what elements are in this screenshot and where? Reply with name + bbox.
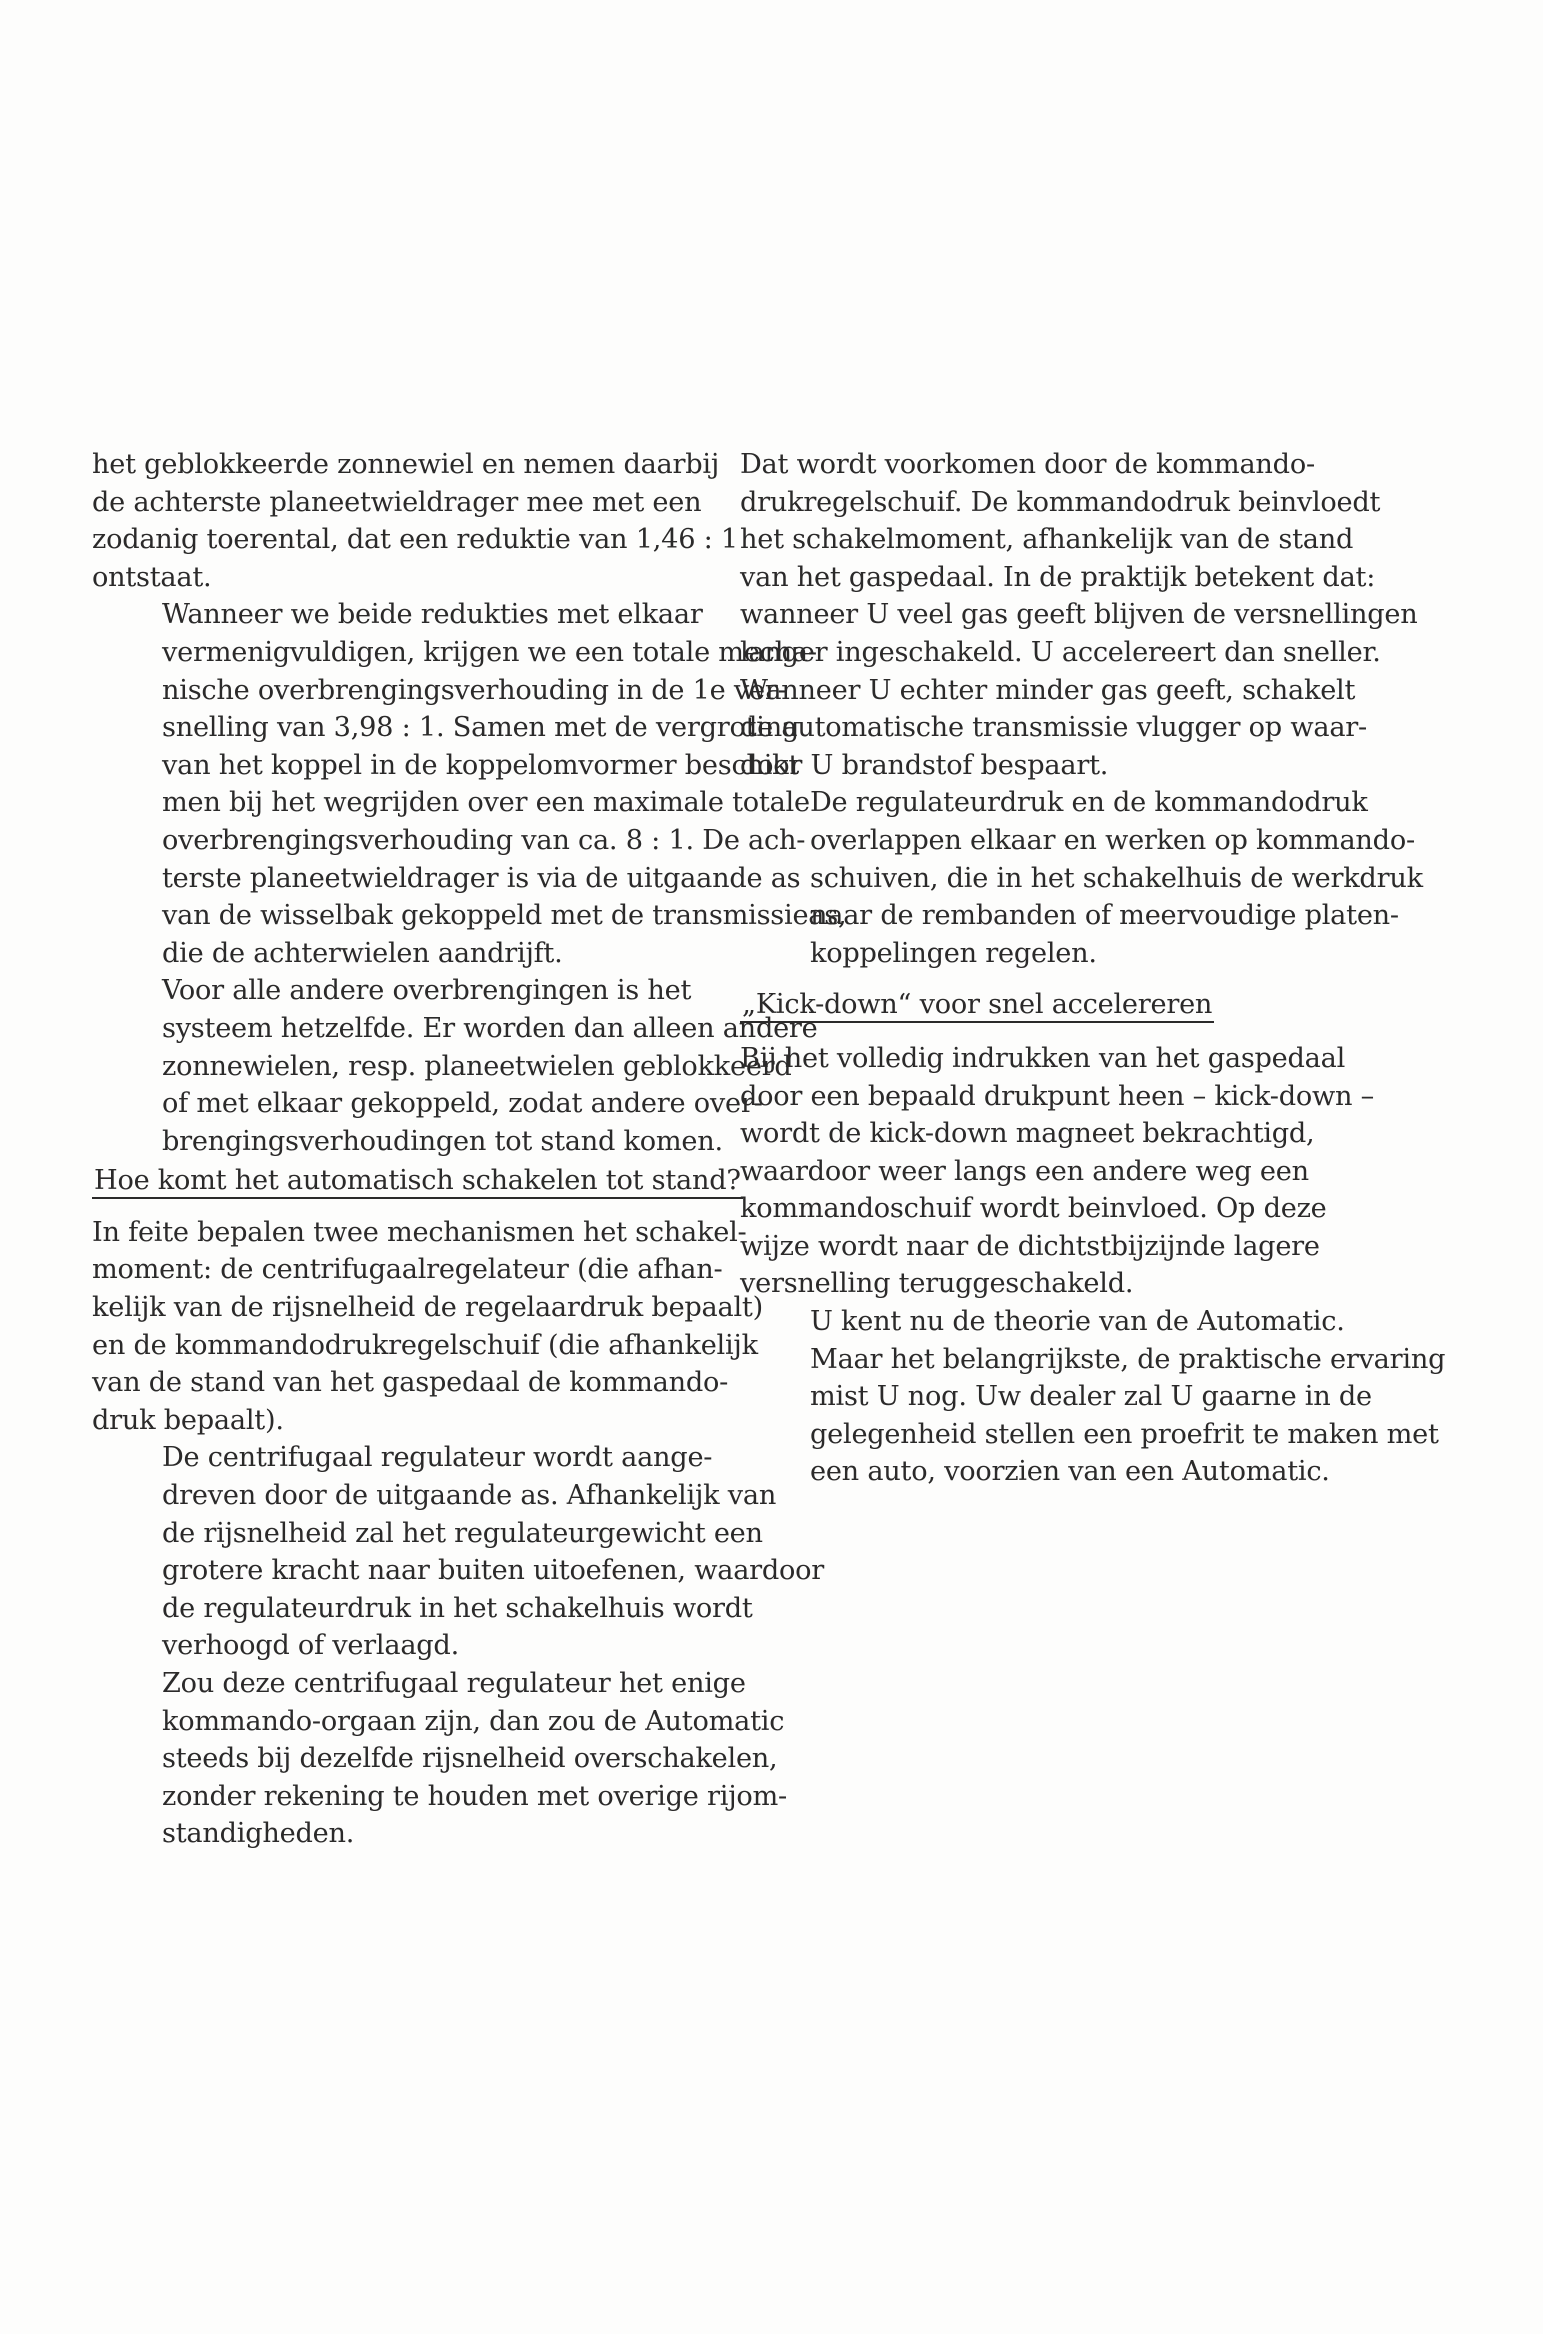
- text-line: grotere kracht naar buiten uitoefenen, waardoor: [162, 1555, 825, 1587]
- section-heading: [740, 986, 1396, 1024]
- text-line: drukregelschuif. De kommandodruk beinvloedt: [740, 486, 1381, 518]
- text-line: Dat wordt voorkomen door de kommando-: [740, 449, 1315, 480]
- text-line: Maar het belangrijkste, de praktische ervaring: [810, 1343, 1446, 1375]
- text-line: zodanig toerental, dat een reduktie van 1,46 : 1: [92, 524, 738, 556]
- paragraph: [92, 1665, 787, 1853]
- text-line: van de wisselbak gekoppeld met de transmissieas,: [162, 900, 847, 932]
- text-line: brengingsverhoudingen tot stand komen.: [162, 1125, 723, 1157]
- text-line: het schakelmoment, afhankelijk van de stand: [740, 524, 1354, 556]
- text-line: een auto, voorzien van een Automatic.: [810, 1456, 1330, 1488]
- text-line: de rijsnelheid zal het regulateurgewicht een: [162, 1517, 763, 1549]
- paragraph: [92, 972, 818, 1160]
- text-line: door een bepaald drukpunt heen – kick-down –: [740, 1080, 1374, 1112]
- text-line: schuiven, die in het schakelhuis de werkdruk: [810, 862, 1423, 894]
- text-line: langer ingeschakeld. U accelereert dan sneller.: [740, 636, 1381, 668]
- paragraph: [740, 1303, 1446, 1491]
- text-line: van de stand van het gaspedaal de kommando-: [92, 1367, 729, 1399]
- text-line: dreven door de uitgaande as. Afhankelijk van: [162, 1480, 777, 1512]
- paragraph: [92, 1214, 763, 1440]
- text-line: door U brandstof bespaart.: [740, 749, 1109, 781]
- text-line: de achterste planeetwieldrager mee met een: [92, 486, 702, 518]
- text-line: De centrifugaal regulateur wordt aange-: [162, 1442, 713, 1474]
- right-column: [740, 446, 1446, 1491]
- text-line: naar de rembanden of meervoudige platen-: [810, 900, 1399, 932]
- text-line: nische overbrengingsverhouding in de 1e ver-: [162, 674, 787, 706]
- text-line: De regulateurdruk en de kommandodruk: [810, 787, 1368, 819]
- text-line: en de kommandodrukregelschuif (die afhankelijk: [92, 1329, 758, 1361]
- text-line: Zou deze centrifugaal regulateur het enige: [162, 1668, 746, 1699]
- text-line: druk bepaalt).: [92, 1404, 284, 1436]
- text-line: van het gaspedaal. In de praktijk betekent dat:: [740, 561, 1376, 593]
- text-line: overbrengingsverhouding van ca. 8 : 1. De ach-: [162, 824, 806, 856]
- paragraph: [740, 446, 1418, 784]
- text-line: gelegenheid stellen een proefrit te maken met: [810, 1418, 1439, 1450]
- text-line: die de achterwielen aandrijft.: [162, 937, 563, 969]
- text-line: steeds bij dezelfde rijsnelheid overschakelen,: [162, 1743, 778, 1775]
- text-line: standigheden.: [162, 1818, 355, 1850]
- text-line: de regulateurdruk in het schakelhuis wordt: [162, 1592, 753, 1624]
- text-line: mist U nog. Uw dealer zal U gaarne in de: [810, 1381, 1372, 1413]
- text-line: Wanneer U echter minder gas geeft, schakelt: [740, 674, 1356, 706]
- text-line: kelijk van de rijsnelheid de regelaardruk bepaalt): [92, 1292, 763, 1324]
- text-line: Bij het volledig indrukken van het gaspedaal: [740, 1042, 1346, 1074]
- text-line: ontstaat.: [92, 561, 212, 593]
- text-line: moment: de centrifugaalregelateur (die afhan-: [92, 1254, 723, 1286]
- text-line: zonnewielen, resp. planeetwielen geblokkeerd: [162, 1050, 792, 1082]
- text-line: waardoor weer langs een andere weg een: [740, 1155, 1309, 1187]
- text-line: terste planeetwieldrager is via de uitgaande as: [162, 862, 801, 894]
- text-line: wanneer U veel gas geeft blijven de versnellingen: [740, 599, 1418, 631]
- text-line: kommandoschuif wordt beinvloed. Op deze: [740, 1193, 1327, 1225]
- section-heading: [92, 1162, 754, 1200]
- text-line: of met elkaar gekoppeld, zodat andere over-: [162, 1088, 763, 1120]
- text-line: men bij het wegrijden over een maximale totale: [162, 787, 810, 819]
- text-line: koppelingen regelen.: [810, 937, 1097, 969]
- paragraph: [92, 596, 847, 972]
- text-line: verhoogd of verlaagd.: [162, 1630, 459, 1662]
- paragraph: [92, 446, 754, 596]
- text-line: van het koppel in de koppelomvormer beschikt: [162, 749, 800, 781]
- text-line: zonder rekening te houden met overige rijom-: [162, 1780, 787, 1812]
- text-line: de automatische transmissie vlugger op waar-: [740, 712, 1367, 744]
- text-line: In feite bepalen twee mechanismen het schakel-: [92, 1216, 747, 1248]
- text-line: U kent nu de theorie van de Automatic.: [810, 1306, 1345, 1338]
- section-heading-text: „Kick-down“ voor snel accelereren: [740, 988, 1214, 1023]
- text-line: het geblokkeerde zonnewiel en nemen daarbij: [92, 449, 720, 480]
- text-line: versnelling teruggeschakeld.: [740, 1268, 1134, 1300]
- text-line: wijze wordt naar de dichtstbijzijnde lagere: [740, 1230, 1320, 1262]
- text-line: systeem hetzelfde. Er worden dan alleen andere: [162, 1012, 818, 1044]
- text-line: wordt de kick-down magneet bekrachtigd,: [740, 1118, 1315, 1150]
- text-line: Wanneer we beide redukties met elkaar: [162, 599, 703, 631]
- text-line: overlappen elkaar en werken op kommando-: [810, 824, 1415, 856]
- text-line: kommando-orgaan zijn, dan zou de Automatic: [162, 1705, 785, 1737]
- section-heading-text: Hoe komt het automatisch schakelen tot stand?: [92, 1164, 743, 1199]
- text-line: vermenigvuldigen, krijgen we een totale mecha-: [162, 636, 817, 668]
- left-column: [92, 446, 847, 1853]
- paragraph: [740, 784, 1423, 972]
- text-line: Voor alle andere overbrengingen is het: [162, 975, 692, 1007]
- paragraph: [740, 1040, 1396, 1303]
- text-line: snelling van 3,98 : 1. Samen met de vergroting: [162, 712, 800, 744]
- paragraph: [92, 1439, 825, 1665]
